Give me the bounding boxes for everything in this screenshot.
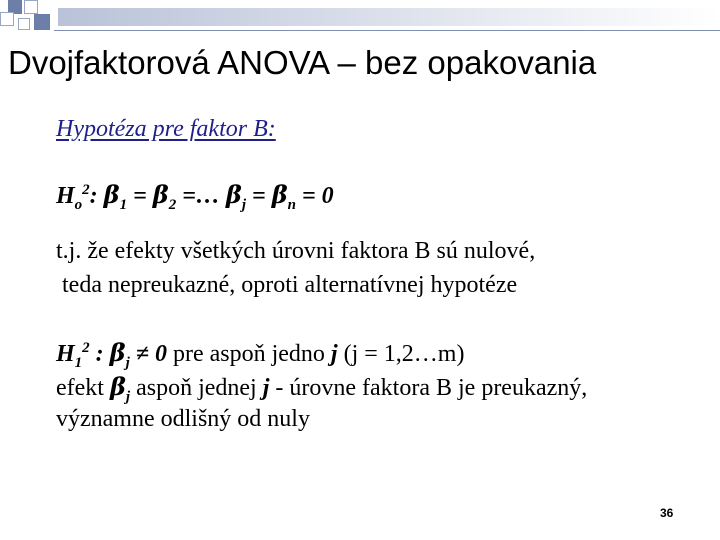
subscript: j xyxy=(125,354,130,371)
equals-ellipsis: =… xyxy=(182,183,220,209)
subscript: j xyxy=(241,196,247,213)
effect-line xyxy=(56,372,587,406)
not-equal-zero: ≠ 0 xyxy=(135,341,167,367)
subscript: 2 xyxy=(168,196,177,213)
header-rule xyxy=(54,30,720,31)
equals: = xyxy=(252,183,266,209)
colon: : xyxy=(95,341,104,367)
decor-square xyxy=(34,14,50,30)
slide-title: Dvojfaktorová ANOVA – bez opakovania xyxy=(8,44,597,81)
last-line: významne odlišný od nuly xyxy=(56,406,310,432)
h-subscript: o xyxy=(74,196,83,213)
beta-symbol: β xyxy=(271,180,288,209)
h-subscript: 1 xyxy=(74,354,83,371)
null-hypothesis xyxy=(56,180,334,214)
j-symbol: j xyxy=(262,375,270,401)
equals-zero: = 0 xyxy=(302,183,334,209)
equals: = xyxy=(133,183,147,209)
beta-symbol: β xyxy=(225,180,242,209)
h1-text: pre aspoň jedno xyxy=(172,341,325,367)
explanation-line-2: teda nepreukazné, oproti alternatívnej hypotéze xyxy=(62,272,518,298)
subscript: 1 xyxy=(119,196,128,213)
page-number: 36 xyxy=(660,506,674,520)
j-symbol: j xyxy=(330,341,338,367)
decor-square xyxy=(18,18,30,30)
header-gradient-bar xyxy=(58,8,720,26)
beta-symbol: β xyxy=(109,372,126,401)
explanation-line-1: t.j. že efekty všetkých úrovni faktora B sú nulové, xyxy=(56,238,536,264)
h-symbol: H xyxy=(56,341,75,367)
effect-middle: aspoň jednej xyxy=(136,375,257,401)
h-superscript: 2 xyxy=(82,340,90,356)
effect-prefix: efekt xyxy=(56,375,104,401)
beta-symbol: β xyxy=(109,338,126,367)
h-superscript: 2 xyxy=(82,182,90,198)
beta-symbol: β xyxy=(152,180,169,209)
colon: : xyxy=(89,183,98,209)
subscript: n xyxy=(287,196,296,213)
decor-square xyxy=(24,0,38,14)
j-range: (j = 1,2…m) xyxy=(343,341,465,367)
effect-suffix: - úrovne faktora B je preukazný, xyxy=(275,375,588,401)
beta-symbol: β xyxy=(103,180,120,209)
decor-square xyxy=(0,12,14,26)
subscript: j xyxy=(125,388,131,405)
slide-subtitle: Hypotéza pre faktor B: xyxy=(56,116,276,142)
h-symbol: H xyxy=(56,183,75,209)
alternative-hypothesis xyxy=(56,338,464,372)
